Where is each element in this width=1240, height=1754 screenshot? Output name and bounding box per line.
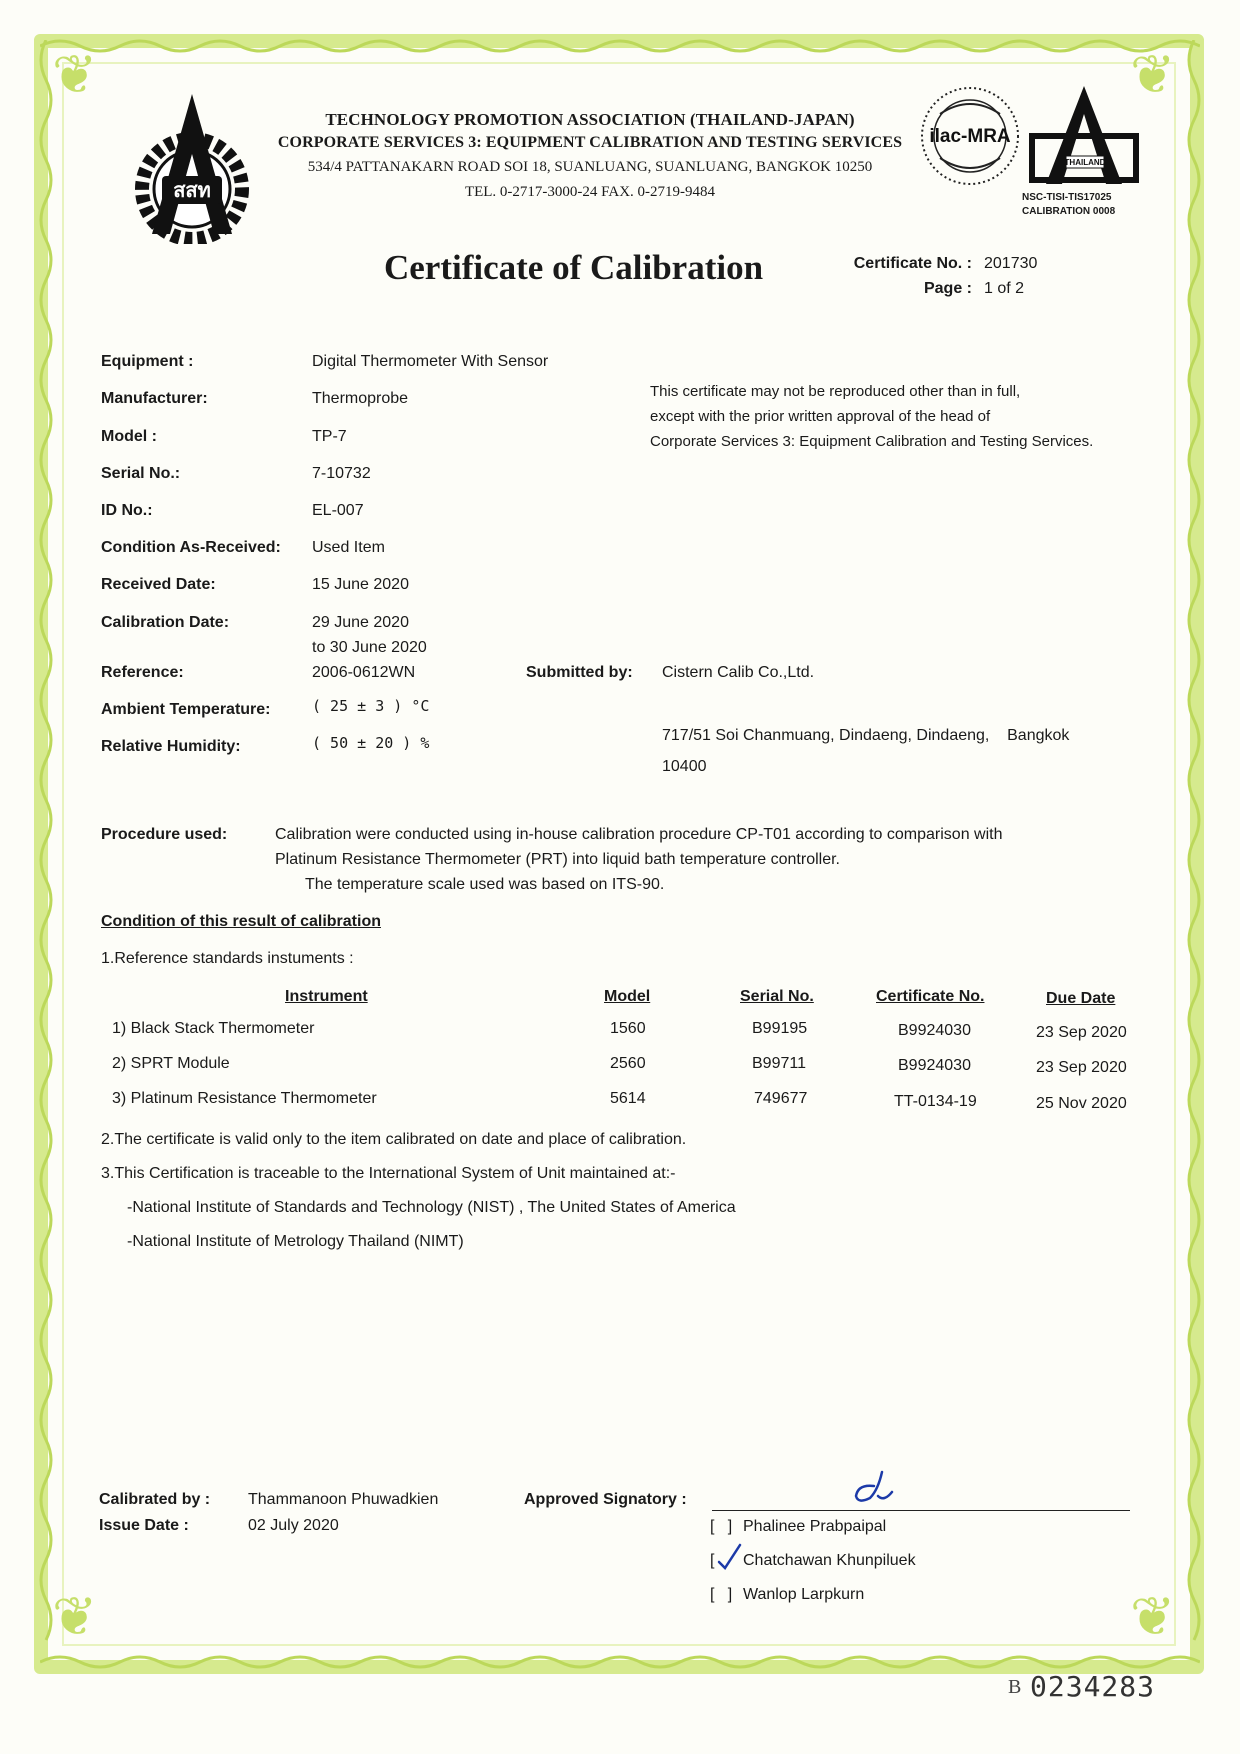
column-header-serial: Serial No.	[740, 988, 814, 1005]
issue-date-value: 02 July 2020	[248, 1517, 339, 1534]
ambient-temperature-label: Ambient Temperature:	[101, 701, 271, 718]
calibration-date-value: 29 June 2020	[312, 614, 409, 631]
column-header-certificate: Certificate No.	[876, 988, 985, 1005]
cell-certificate: B9924030	[898, 1057, 971, 1074]
nac-code-1: NSC-TISI-TIS17025	[1022, 192, 1112, 203]
serial-value: 7-10732	[312, 465, 371, 482]
notice-line-1: This certificate may not be reproduced other than in full,	[650, 383, 1021, 400]
org-address: 534/4 PATTANAKARN ROAD SOI 18, SUANLUANG, SUANLUANG, BANGKOK 10250	[307, 159, 873, 175]
signature-line	[712, 1510, 1130, 1511]
manufacturer-label: Manufacturer:	[101, 390, 208, 407]
org-name: TECHNOLOGY PROMOTION ASSOCIATION (THAILAND-JAPAN)	[325, 110, 855, 129]
cell-due-date: 23 Sep 2020	[1036, 1059, 1127, 1076]
received-date-label: Received Date:	[101, 576, 216, 593]
submitted-by-address: 717/51 Soi Chanmuang, Dindaeng, Dindaeng, Bangkok	[662, 727, 1070, 744]
cell-due-date: 25 Nov 2020	[1036, 1095, 1127, 1112]
corner-flourish-icon: ❦	[52, 1585, 98, 1648]
model-value: TP-7	[312, 428, 347, 445]
cell-model: 5614	[610, 1090, 646, 1107]
certificate-no-label: Certificate No. :	[853, 255, 972, 272]
traceability-nist: -National Institute of Standards and Technology (NIST) , The United States of America	[127, 1199, 736, 1216]
ambient-temperature-value: ( 25 ± 3 ) °C	[312, 697, 430, 715]
cell-model: 1560	[610, 1020, 646, 1037]
signature-mark	[848, 1466, 898, 1508]
calibrated-by-label: Calibrated by :	[99, 1491, 211, 1508]
corner-flourish-icon: ❦	[1130, 43, 1176, 106]
corner-flourish-icon: ❦	[1130, 1585, 1176, 1648]
column-header-instrument: Instrument	[285, 988, 368, 1005]
approved-signatory-label: Approved Signatory :	[524, 1491, 687, 1508]
top-border-ornament	[40, 36, 1200, 56]
serial-stamp-number: 0234283	[1030, 1670, 1156, 1703]
left-border-ornament	[36, 40, 56, 1670]
procedure-label: Procedure used:	[101, 826, 228, 843]
reference-value: 2006-0612WN	[312, 664, 416, 681]
equipment-label: Equipment :	[101, 353, 194, 370]
notice-line-2: except with the prior written approval of the head of	[650, 408, 991, 425]
serial-label: Serial No.:	[101, 465, 181, 482]
condition-heading: Condition of this result of calibration	[101, 913, 381, 930]
issue-date-label: Issue Date :	[99, 1517, 189, 1534]
procedure-line-1: Calibration were conducted using in-house calibration procedure CP-T01 according to comparison with	[275, 826, 1003, 843]
calibration-date-label: Calibration Date:	[101, 614, 230, 631]
traceability-nimt: -National Institute of Metrology Thailand (NIMT)	[127, 1233, 464, 1250]
condition-value: Used Item	[312, 539, 385, 556]
received-date-value: 15 June 2020	[312, 576, 409, 593]
cell-instrument: 1) Black Stack Thermometer	[112, 1020, 315, 1037]
column-header-due-date: Due Date	[1046, 990, 1116, 1007]
svg-text:สสท: สสท	[173, 178, 211, 202]
bottom-border-ornament	[40, 1652, 1200, 1672]
cell-certificate: TT-0134-19	[894, 1093, 977, 1110]
submitted-by-label: Submitted by:	[526, 664, 633, 681]
nac-code-2: CALIBRATION 0008	[1022, 206, 1116, 217]
id-label: ID No.:	[101, 502, 153, 519]
svg-text:THAILAND: THAILAND	[1064, 158, 1106, 167]
condition-item-1: 1.Reference standards instuments :	[101, 950, 354, 967]
right-border-ornament	[1184, 40, 1204, 1670]
cell-instrument: 3) Platinum Resistance Thermometer	[112, 1090, 377, 1107]
org-contact: TEL. 0-2717-3000-24 FAX. 0-2719-9484	[464, 184, 716, 200]
ilac-mra-logo	[918, 84, 1022, 188]
page-value: 1 of 2	[984, 280, 1025, 297]
procedure-line-2: Platinum Resistance Thermometer (PRT) into liquid bath temperature controller.	[275, 851, 840, 868]
org-department: CORPORATE SERVICES 3: EQUIPMENT CALIBRATION AND TESTING SERVICES	[277, 134, 903, 151]
manufacturer-value: Thermoprobe	[312, 390, 409, 407]
signatory-name: Chatchawan Khunpiluek	[743, 1552, 916, 1569]
tpa-logo	[132, 94, 252, 244]
condition-item-3: 3.This Certification is traceable to the International System of Unit maintained at:-	[101, 1165, 676, 1182]
condition-item-2: 2.The certificate is valid only to the item calibrated on date and place of calibration.	[101, 1131, 687, 1148]
signatory-name: Phalinee Prabpaipal	[743, 1518, 887, 1535]
notice-line-3: Corporate Services 3: Equipment Calibration and Testing Services.	[650, 433, 1094, 450]
signatory-checkbox: [	[710, 1552, 715, 1569]
column-header-model: Model	[604, 988, 651, 1005]
corner-flourish-icon: ❦	[52, 43, 98, 106]
cell-serial: B99711	[752, 1055, 806, 1072]
submitted-by-name: Cistern Calib Co.,Ltd.	[662, 664, 815, 681]
signatory-checkbox: [ ]	[710, 1518, 733, 1535]
cell-certificate: B9924030	[898, 1022, 971, 1039]
serial-stamp-prefix: B	[1008, 1676, 1022, 1698]
equipment-value: Digital Thermometer With Sensor	[312, 353, 549, 370]
cell-model: 2560	[610, 1055, 646, 1072]
calibrated-by-value: Thammanoon Phuwadkien	[248, 1491, 439, 1508]
page-label: Page :	[923, 280, 972, 297]
reference-label: Reference:	[101, 664, 184, 681]
relative-humidity-label: Relative Humidity:	[101, 738, 241, 755]
nac-accreditation-logo	[1026, 84, 1142, 194]
certificate-title: Certificate of Calibration	[384, 248, 764, 287]
checkmark-icon	[716, 1542, 744, 1572]
procedure-line-3: The temperature scale used was based on ITS-90.	[305, 876, 665, 893]
cell-serial: 749677	[754, 1090, 808, 1107]
submitted-by-postcode: 10400	[662, 758, 707, 775]
signatory-name: Wanlop Larpkurn	[743, 1586, 865, 1603]
model-label: Model :	[101, 428, 157, 445]
svg-text:ilac-MRA: ilac-MRA	[929, 126, 1011, 147]
signatory-checkbox: [ ]	[710, 1586, 733, 1603]
relative-humidity-value: ( 50 ± 20 ) %	[312, 734, 430, 752]
calibration-date-end: to 30 June 2020	[312, 639, 427, 656]
cell-serial: B99195	[752, 1020, 808, 1037]
id-value: EL-007	[312, 502, 364, 519]
condition-label: Condition As-Received:	[101, 539, 281, 556]
cell-due-date: 23 Sep 2020	[1036, 1024, 1127, 1041]
certificate-no-value: 201730	[984, 255, 1038, 272]
cell-instrument: 2) SPRT Module	[112, 1055, 230, 1072]
